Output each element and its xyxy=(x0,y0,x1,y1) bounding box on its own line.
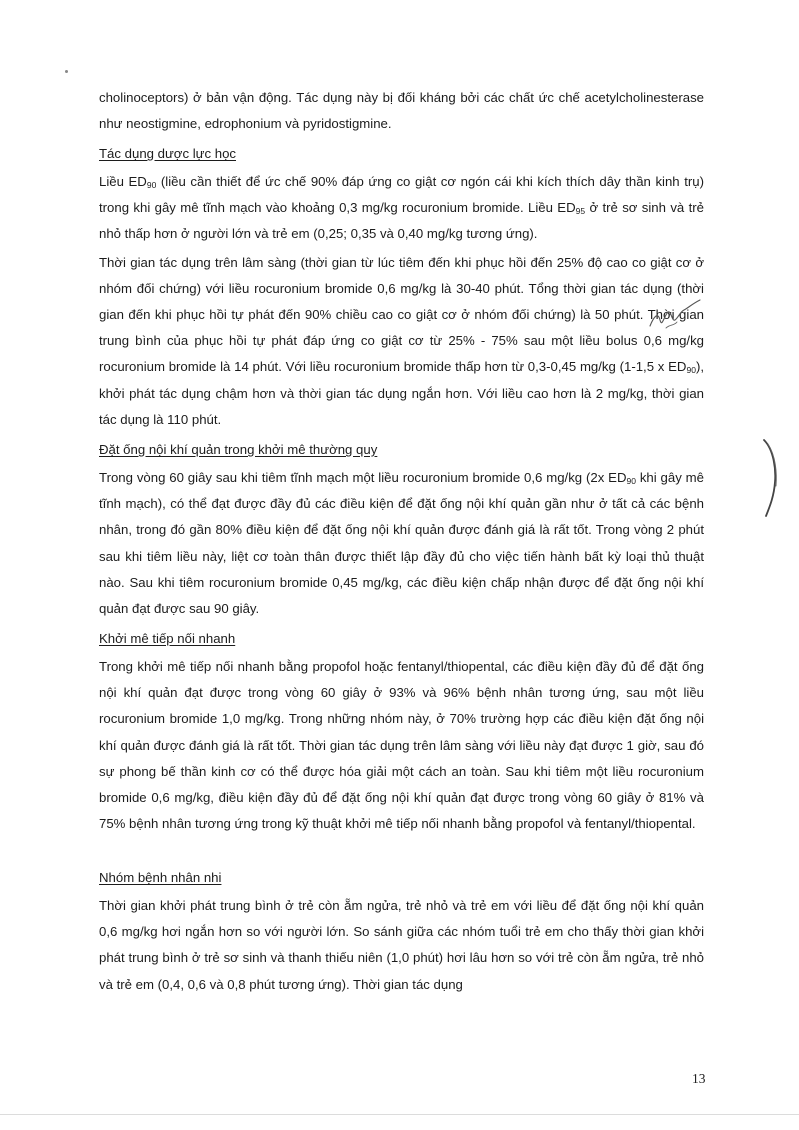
scan-dot-mark xyxy=(65,70,68,73)
section-pediatric xyxy=(99,865,704,998)
section-pharmacodynamics xyxy=(99,141,704,433)
text-block-intro xyxy=(99,85,704,137)
handwritten-bracket-icon xyxy=(760,438,784,518)
intubation-text-start: Trong vòng 60 giây sau khi tiêm tĩnh mạch một liều rocuronium bromide 0,6 mg/kg (2x ED xyxy=(99,470,627,485)
ed95-subscript: 95 xyxy=(575,206,586,217)
ed90-text-middle: (liều cần thiết để ức chế 90% đáp ứng co giật cơ ngón cái khi kích thích dây thần kinh trụ) trong khi gây mê tĩnh mạch vào khoảng 0,3 mg/kg rocuronium bromide. Liều ED xyxy=(99,174,704,216)
duration-text-end: ), khởi phát tác dụng chậm hơn và thời gian tác dụng ngắn hơn. Với liều cao hơn là 2 mg/kg, thời gian tác dụng là 110 phút. xyxy=(99,359,704,427)
paragraph-ed90 xyxy=(99,169,704,248)
heading-pharmacodynamics: Tác dụng dược lực học xyxy=(99,146,236,161)
paragraph-duration xyxy=(99,250,704,433)
section-intubation xyxy=(99,437,704,622)
ed90-subscript: 90 xyxy=(146,180,157,190)
paragraph-intro: cholinoceptors) ở bản vận động. Tác dụng này bị đối kháng bởi các chất ức chế acetylcholinesterase như neostigmine, edrophonium và pyridostigmine. xyxy=(99,90,704,132)
duration-text-start: Thời gian tác dụng trên lâm sàng (thời gian từ lúc tiêm đến khi phục hồi đến 25% độ cao co giật cơ ở nhóm đối chứng) với liều rocuronium bromide 0,6 mg/kg là 30-40 phút. Tổng thời gian tác dụng (thời gian đến khi phục hồi tự phát đến 90% chiều cao co giật cơ ở nhóm đối chứng) là 50 phút. Thời gian trung bình của phục hồi tự phát đáp ứng co giật cơ từ 25% - 75% sau một liều bolus 0,6 mg/kg rocuronium bromide là 14 phút. Với liều rocuronium bromide thấp hơn từ 0,3-0,45 mg/kg (1-1,5 x ED xyxy=(99,254,704,375)
page-number: 13 xyxy=(692,1071,706,1086)
scan-edge-line xyxy=(0,1114,799,1115)
heading-pediatric: Nhóm bệnh nhân nhi xyxy=(99,870,222,885)
duration-subscript: 90 xyxy=(686,365,696,376)
ed90-text-start: Liều ED xyxy=(99,174,147,189)
heading-intubation: Đặt ống nội khí quản trong khởi mê thường quy xyxy=(99,442,378,457)
heading-rsi: Khởi mê tiếp nối nhanh xyxy=(99,631,236,646)
paragraph-intubation xyxy=(99,465,704,622)
handwritten-initials-icon xyxy=(644,298,704,338)
paragraph-rsi: Trong khởi mê tiếp nối nhanh bằng propofol hoặc fentanyl/thiopental, các điều kiện đầy đủ để đặt ống nội khí quản đạt được trong vòng 60 giây ở 93% và 96% bệnh nhân tương ứng, sau một liều rocuronium bromide 1,0 mg/kg. Trong những nhóm này, ở 70% trường hợp các điều kiện đặt ống nội khí quản được đánh giá là rất tốt. Thời gian tác dụng trên lâm sàng với liều này đạt được 1 giờ, sau đó sự phong bế thần kinh cơ có thể được hóa giải một cách an toàn. Sau khi tiêm một liều rocuronium bromide 0,6 mg/kg, điều kiện đầy đủ để đặt ống nội khí quản đạt được trong vòng 60 giây ở 81% và 75% bệnh nhân tương ứng trong kỹ thuật khởi mê tiếp nối nhanh bằng propofol và fentanyl/thiopental. xyxy=(99,659,704,832)
paragraph-pediatric: Thời gian khởi phát trung bình ở trẻ còn ẵm ngửa, trẻ nhỏ và trẻ em với liều để đặt ống nội khí quản 0,6 mg/kg hơi ngắn hơn so với người lớn. So sánh giữa các nhóm tuổi trẻ em cho thấy thời gian khởi phát trung bình ở trẻ sơ sinh và thanh thiếu niên (1,0 phút) hơi lâu hơn so với trẻ còn ẵm ngửa, trẻ nhỏ và trẻ em (0,4, 0,6 và 0,8 phút tương ứng). Thời gian tác dụng xyxy=(99,898,704,992)
intubation-subscript: 90 xyxy=(626,476,636,486)
section-rsi xyxy=(99,626,704,837)
intubation-text-end: khi gây mê tĩnh mạch), có thể đạt được đầy đủ các điều kiện để đặt ống nội khí quản gần như ở tất cả các bệnh nhân, trong đó gần 80% điều kiện để đặt ống nội khí quản được đánh giá là rất tốt. Trong vòng 2 phút sau khi tiêm liều này, liệt cơ toàn thân được thiết lập đầy đủ cho việc tiến hành bất kỳ loại thủ thuật nào. Sau khi tiêm rocuronium bromide 0,45 mg/kg, các điều kiện chấp nhận được để đặt ống nội khí quản đạt được sau 90 giây. xyxy=(99,470,704,617)
ed90-text-end: ở trẻ sơ sinh và trẻ nhỏ thấp hơn ở người lớn và trẻ em (0,25; 0,35 và 0,40 mg/kg tương ứng). xyxy=(99,200,704,242)
